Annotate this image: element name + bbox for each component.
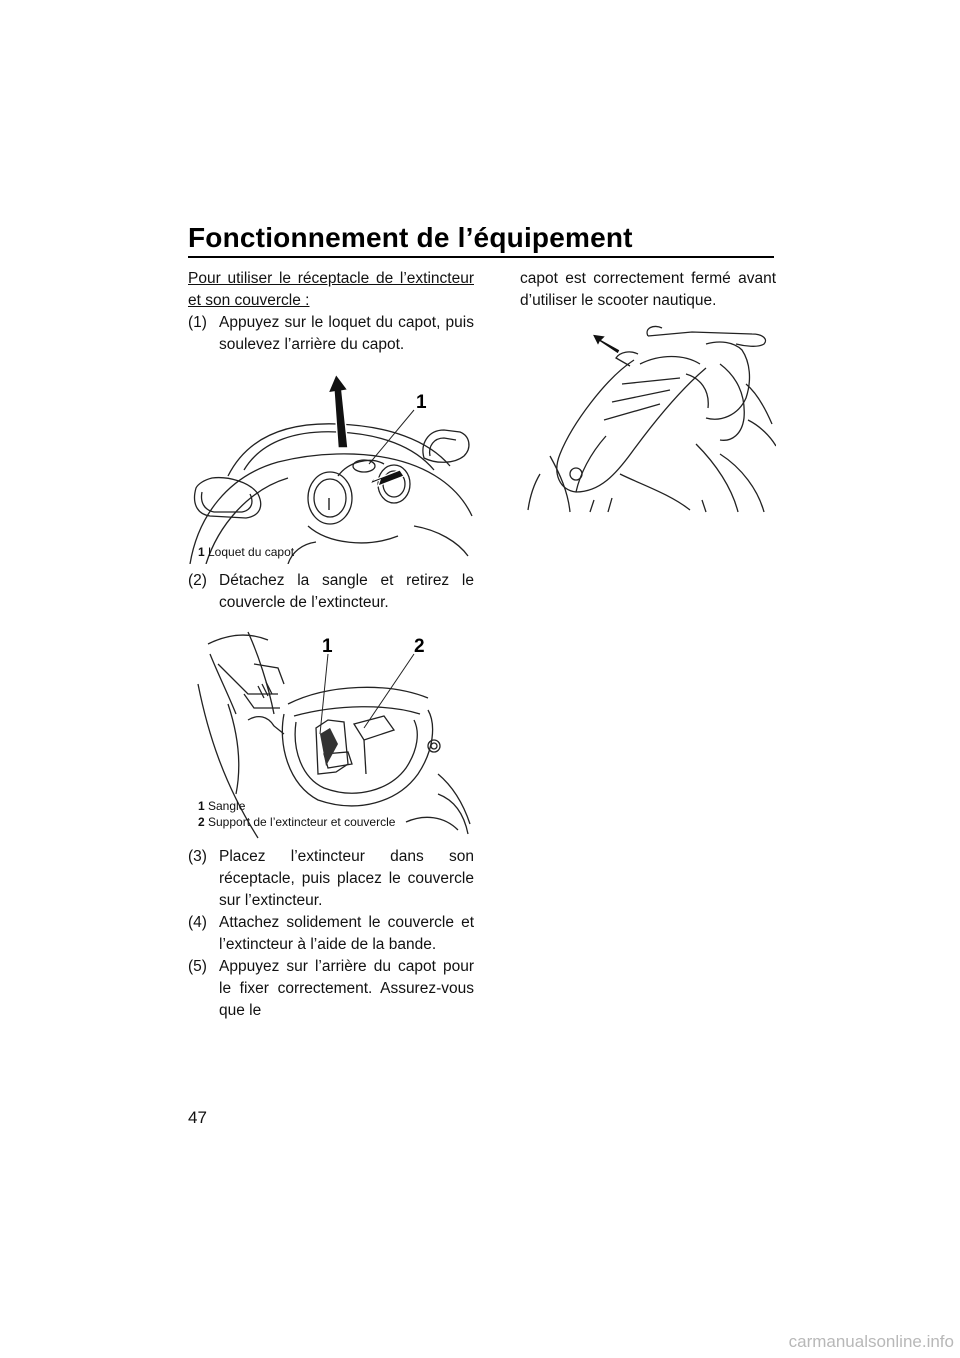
step-2 [188, 570, 474, 614]
step-3-number: (3) [188, 848, 207, 865]
step-4-text: Attachez solidement le couvercle et l’extincteur à l’aide de la bande. [219, 914, 474, 953]
figure2-caption [198, 798, 395, 830]
intro-heading: Pour utiliser le réceptacle de l’extincteur et son couvercle : [188, 270, 474, 309]
step-5-text: Appuyez sur l’arrière du capot pour le fixer correctement. Assurez-vous que le [219, 958, 474, 1019]
press-down-arrow-icon [592, 334, 620, 354]
hood-latch-illustration [188, 366, 474, 564]
step-2-text: Détachez la sangle et retirez le couvercle de l’extincteur. [219, 572, 474, 611]
step-1-number: (1) [188, 314, 207, 331]
figure2-callout-2: 2 [414, 636, 425, 657]
figure1-caption: 1 Loquet du capot [198, 545, 295, 559]
lift-arrow-icon [328, 374, 348, 448]
right-column [520, 268, 776, 514]
figure2-caption-line-1: 1 Sangle [198, 799, 246, 813]
header-rule [188, 256, 774, 258]
figure2-callout-1: 1 [322, 636, 333, 657]
step-3-text: Placez l’extincteur dans son réceptacle, puis placez le couvercle sur l’extincteur. [219, 848, 474, 909]
close-hood-illustration [520, 324, 776, 514]
step-4 [188, 912, 474, 956]
step-5-number: (5) [188, 958, 207, 975]
continuation-text: capot est correctement fermé avant d’utiliser le scooter nautique. [520, 270, 776, 309]
step-2-number: (2) [188, 572, 207, 589]
watermark-url: carmanualsonline.info [788, 1332, 954, 1351]
page-number: 47 [188, 1108, 207, 1127]
step-5 [188, 956, 474, 1022]
step-3 [188, 846, 474, 912]
figure-hood-latch [188, 366, 474, 564]
figure2-caption-line-2: 2 Support de l’extincteur et couvercle [198, 815, 396, 829]
left-column [188, 268, 474, 1022]
step-4-number: (4) [188, 914, 207, 931]
press-arrow-icon [370, 470, 404, 486]
figure1-callout-1: 1 [416, 392, 427, 413]
step-1-text: Appuyez sur le loquet du capot, puis soulevez l’arrière du capot. [219, 314, 474, 353]
figure-close-hood [520, 324, 776, 514]
figure-extinguisher-holder [188, 624, 474, 842]
page-title: Fonctionnement de l’équipement [188, 222, 633, 253]
step-1 [188, 312, 474, 356]
